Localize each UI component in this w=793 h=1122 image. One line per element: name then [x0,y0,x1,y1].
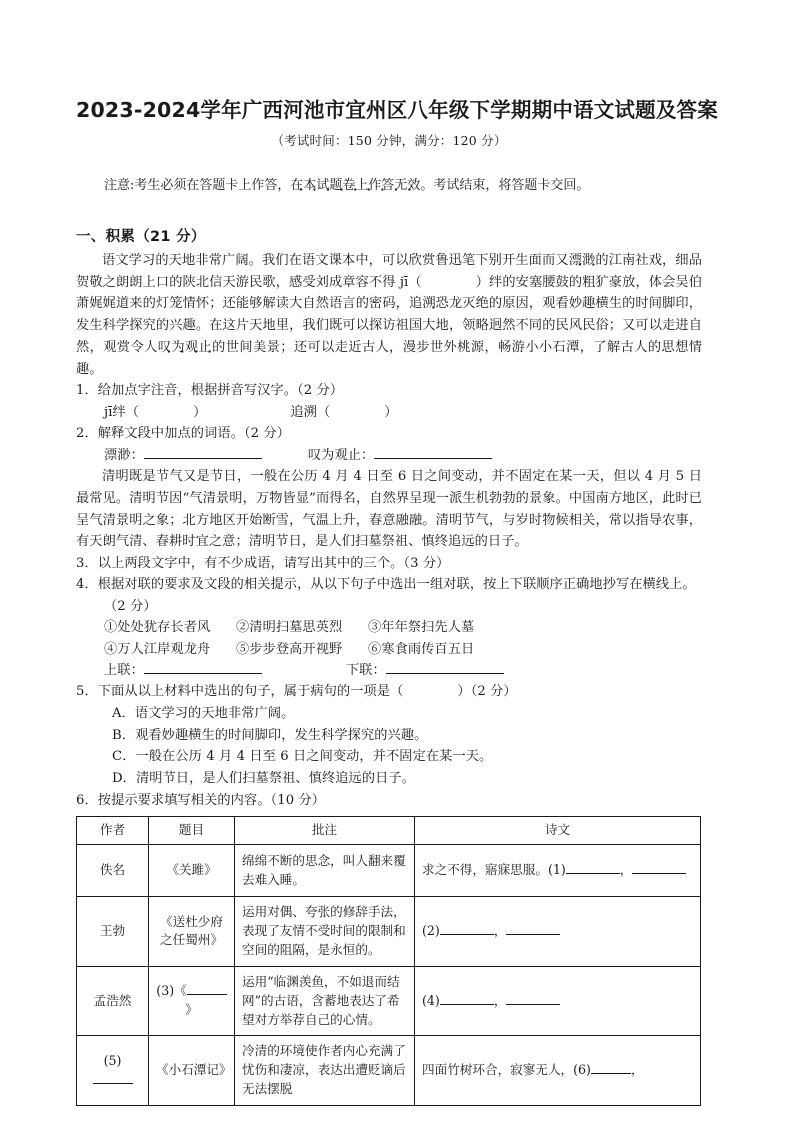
page-content [76,96,718,1106]
q5-stem-a: 5．下面从以上材料中选出的句子，属于病句的一项是（ [76,684,404,700]
row4-title: 《小石潭记》 [149,1036,235,1106]
row1-poem-pre: 求之不得，寤寐思服。(1) [422,862,566,878]
q2-item1-blank[interactable] [144,458,262,459]
couplet-option-5[interactable]: ⑤步步登高开视野 [236,641,343,657]
reading-passage-2: 清明既是节气又是节日，一般在公历 4 月 4 日至 6 日之间变动，并不固定在某一天，但以 4 月 5 日最常见。清明节因“气清景明，万物皆显”而得名，自然界呈现一派生机勃勃的景象。中国南方地区，此时已呈气清景明之象；北方地区开始断雪，气温上升，春意融融。清明节气，与岁时物候相关，常以指导农事，有天朗气清、春耕时宜之意；清明节日，是人们扫墓祭祖、慎终追远的日子。 [76,468,702,550]
row3-note: 运用“临渊羡鱼，不如退而结网”的古语，含蓄地表达了希望对方举荐自己的心情。 [235,966,415,1036]
couplet-option-2[interactable]: ②清明扫墓思英烈 [236,620,343,636]
row2-blank-1[interactable] [440,934,494,935]
upper-couplet-label: 上联： [104,662,144,678]
exam-notice [76,175,702,197]
question-6-stem: 6．按提示要求填写相关的内容。（10 分） [76,792,326,808]
row3-blank-1[interactable] [440,1004,494,1005]
question-2-stem: 2．解释文段中加点的词语。（2 分） [76,426,290,442]
question-5-choice-d[interactable]: D．清明节日，是人们扫墓祭祖、慎终追远的日子。 [112,771,415,787]
question-4-stem: 4．根据对联的要求及文段的相关提示，从以下句子中选出一组对联，按上下联顺序正确地抄写在横线上。 [76,577,696,593]
notice-emphasis: 在本试题卷上作答无效 [290,178,420,196]
row2-poem-post: ， [493,923,507,938]
row3-author: 孟浩然 [77,966,149,1036]
passage1-emphasis-su: 溯 [422,296,435,314]
couplet-option-6[interactable]: ⑥寒食雨传百五日 [368,641,475,657]
lower-couplet-blank[interactable] [386,673,504,674]
notice-prefix: 注意:考生必须在答题卡上作答， [104,177,291,193]
passage1-part-a: 语文学习的天地非常广阔。我们在语文课本中，可以欣赏鲁迅笔下别开生面而又 [102,252,569,268]
question-4-answer-lines [76,660,702,681]
question-4-options-row-1 [76,617,702,638]
table-header-title: 题目 [149,817,235,845]
row3-title-blank[interactable] [187,994,227,995]
question-3-stem: 3．以上两段文字中，有不少成语，请写出其中的三个。（3 分） [76,556,450,572]
q2-item2-blank[interactable] [374,458,492,459]
section-heading-accumulation: 一、积累（21 分） [76,228,206,245]
reading-passage-1 [76,250,702,381]
row1-blank-2[interactable] [632,873,686,874]
notice-suffix: 。考试结束，将答题卡交回。 [420,177,590,193]
row1-blank-1[interactable] [566,873,620,874]
row3-poem [415,966,701,1036]
table-header-row [77,817,701,845]
question-1-stem: 1．给加点字注音，根据拼音写汉字。（2 分） [76,383,344,399]
question-2-answers [76,445,702,466]
row4-poem [415,1036,701,1106]
q5-stem-b: ）（2 分） [457,684,517,700]
row1-title: 《关雎》 [149,845,235,897]
couplet-option-4[interactable]: ④万人江岸观龙舟 [104,641,211,657]
table-row [77,1036,701,1106]
row3-poem-post: ， [493,992,507,1008]
exam-meta-line: （考试时间：150 分钟，满分：120 分） [271,132,507,148]
row4-poem-post: ， [630,1062,644,1078]
row3-title-post: 》 [185,1002,198,1018]
question-5-choice-a[interactable]: A．语文学习的天地非常广阔。 [112,705,295,721]
question-5-stem [76,681,702,702]
question-5-choice-c[interactable]: C．一般在公历 4 月 4 日至 6 日之间变动，并不固定在某一天。 [112,749,493,765]
passage1-part-e: 的世间美景；还可以走近古人，漫步世外桃源，畅游小小石潭，了解古人的思想情趣。 [76,339,702,377]
q1-item1-label: jī绊（ [104,404,140,420]
row1-note: 绵绵不断的思念，叫人翻来覆去难入睡。 [235,845,415,897]
passage1-part-b: 的江南社戏，细品贺敬之朗朗上口的陕北信天游民歌，感受刘成章容不得 jī（ [76,252,702,290]
row1-author: 佚名 [77,845,149,897]
question-4-points: （2 分） [104,598,157,614]
passage1-emphasis-piaomiao: 漂渺 [569,253,596,271]
table-header-author: 作者 [77,817,149,845]
couplet-option-3[interactable]: ③年年祭扫先人墓 [368,620,475,636]
row4-author [77,1036,149,1106]
question-4-options-row-2 [76,639,702,660]
question-5-choice-b[interactable]: B．观看妙趣横生的时间脚印，发生科学探究的兴趣。 [112,727,428,743]
table-header-note: 批注 [235,817,415,845]
row2-poem-pre: (2) [422,923,440,938]
row1-poem-post: ， [619,862,633,878]
q1-item2-close: ） [384,404,398,420]
row3-blank-2[interactable] [506,1004,560,1005]
row2-note: 运用对偶、夸张的修辞手法，表现了友情不受时间的限制和空间的阻隔，是永恒的。 [235,897,415,967]
row2-blank-2[interactable] [506,934,560,935]
table-row [77,966,701,1036]
lower-couplet-label: 下联： [345,662,386,678]
couplet-option-1[interactable]: ①处处犹存长者风 [104,620,211,636]
row4-author-blank[interactable] [93,1083,133,1084]
table-row [77,897,701,967]
row2-title: 《送杜少府之任蜀州》 [149,897,235,967]
poem-fill-in-table [76,816,701,1106]
row4-author-pre: (5) [103,1052,122,1068]
table-header-poem: 诗文 [415,817,701,845]
poem-table-wrapper [76,816,702,1106]
row4-poem-pre: 四面竹树环合，寂寥无人，(6) [422,1062,591,1078]
q2-item2-label: 叹为观止： [307,447,375,463]
passage1-emphasis-tanweiguanzhi: 叹为观止 [158,340,212,358]
row3-title [149,966,235,1036]
q2-item1-label: 漂渺： [104,447,144,463]
row4-note: 冷清的环境使作者内心充满了忧伤和凄凉，表达出遭贬谪后无法摆脱 [235,1036,415,1106]
row1-poem [415,845,701,897]
table-row [77,845,701,897]
question-1-answers [76,402,702,423]
row4-blank-1[interactable] [591,1073,631,1074]
row3-title-pre: (3)《 [156,983,187,999]
row2-poem [415,897,701,967]
q1-item1-close: ） [193,404,207,420]
row3-poem-pre: (4) [422,992,440,1008]
q1-item2-label: 追溯（ [290,404,331,420]
row2-author: 王勃 [77,897,149,967]
passage1-part-c: ）绊的安塞腰鼓的粗犷豪放，体会吴伯萧娓娓道来的灯笼情怀；还能够解读大自然语言的密码，追 [76,274,703,312]
upper-couplet-blank[interactable] [144,673,262,674]
passage1-part-d: 恐龙灭绝的原因，观看妙趣横生的时间脚印，发生科学探究的兴趣。在这片天地里，我们既可以探访祖国大地，领略迥然不同的民风民俗；又可以走进自然，观赏令人 [76,296,702,355]
page-title: 2023-2024学年广西河池市宜州区八年级下学期期中语文试题及答案 [76,98,718,122]
